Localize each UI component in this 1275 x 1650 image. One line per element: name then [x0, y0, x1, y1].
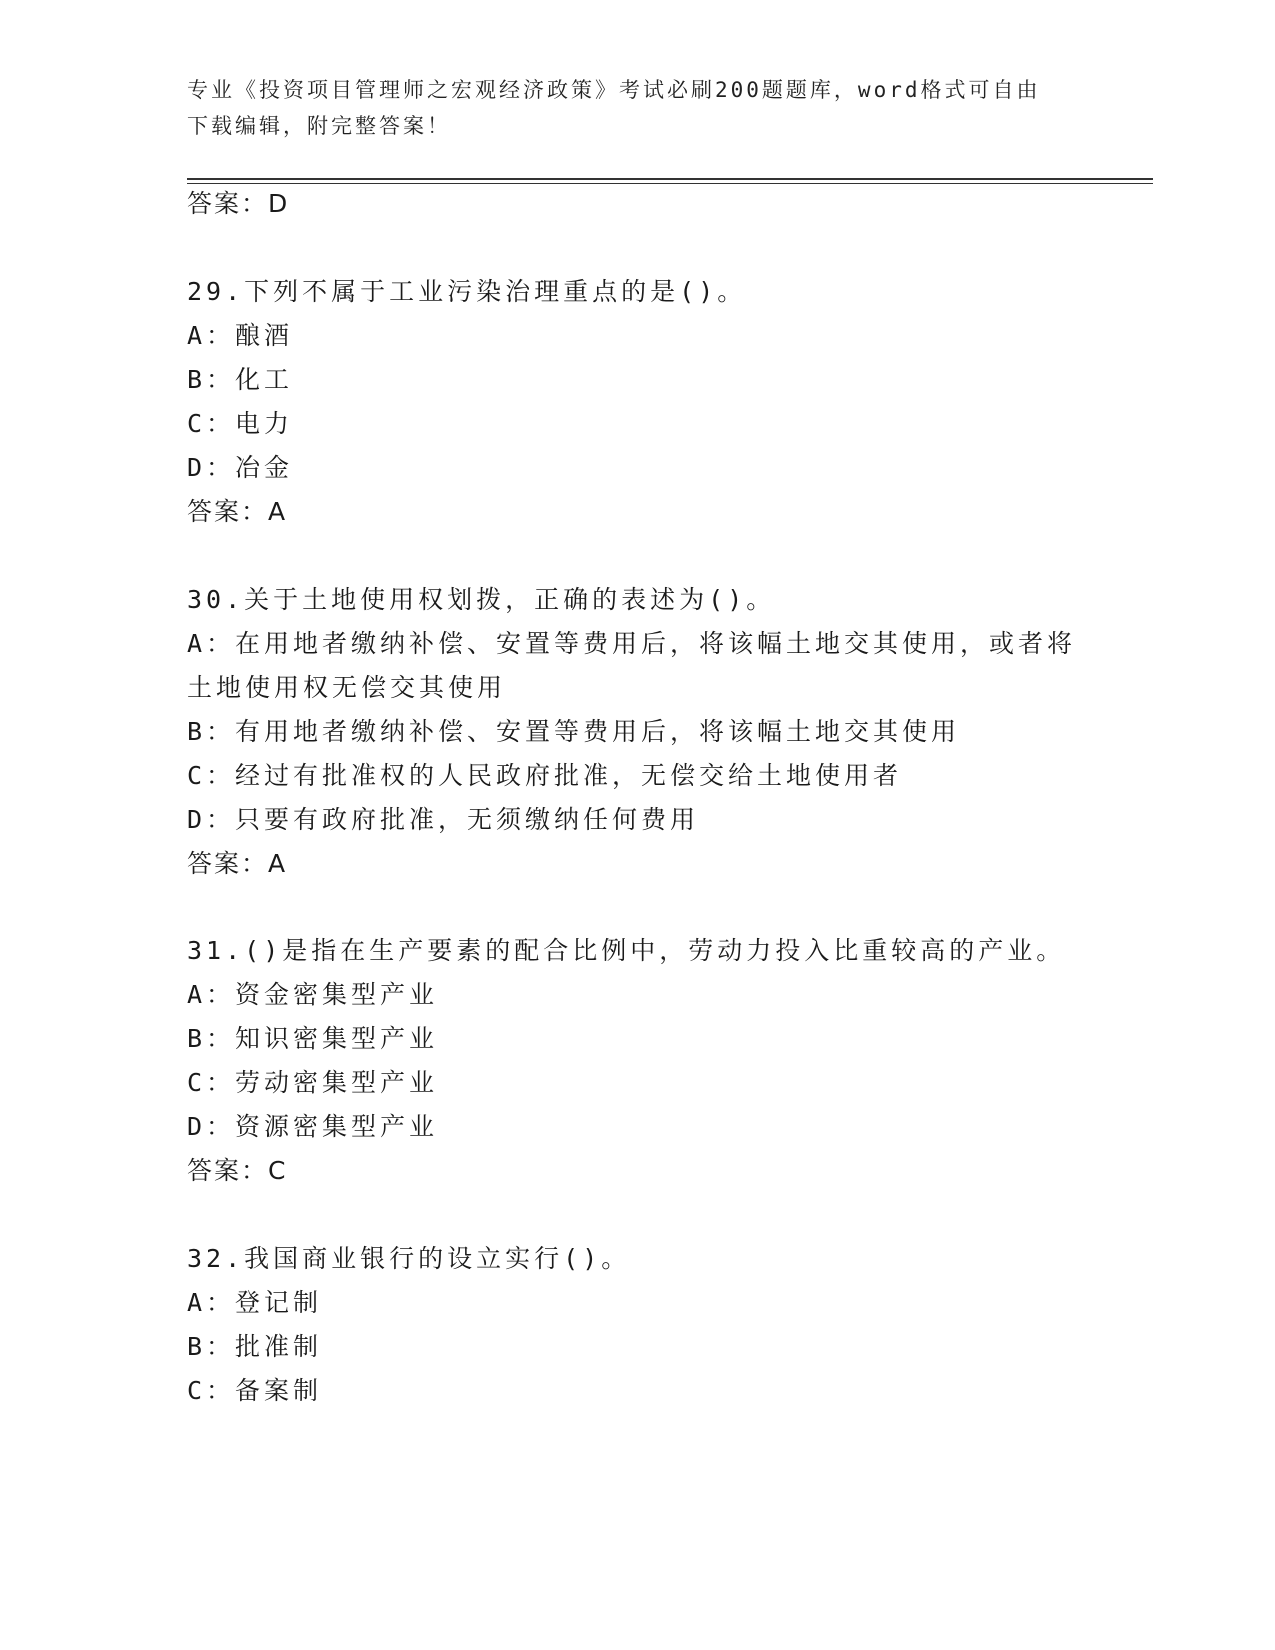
- header-divider-thin: [187, 183, 1153, 184]
- q30-answer: 答案：A: [187, 849, 288, 878]
- q29-option-d: D：冶金: [187, 453, 294, 482]
- q29-option-b: B：化工: [187, 365, 294, 394]
- q31-option-a: A：资金密集型产业: [187, 980, 439, 1009]
- header-line-2: 下载编辑，附完整答案！: [187, 114, 451, 138]
- q31-option-c: C：劳动密集型产业: [187, 1068, 439, 1097]
- question-32: 32.我国商业银行的设立实行()。: [187, 1244, 631, 1273]
- question-29: 29.下列不属于工业污染治理重点的是()。: [187, 277, 747, 306]
- header-line-1: 专业《投资项目管理师之宏观经济政策》考试必刷200题题库，word格式可自由: [187, 78, 1041, 102]
- q31-option-d: D：资源密集型产业: [187, 1112, 439, 1141]
- q32-option-c: C：备案制: [187, 1376, 323, 1405]
- q30-option-b: B：有用地者缴纳补偿、安置等费用后，将该幅土地交其使用: [187, 717, 961, 746]
- question-30: 30.关于土地使用权划拨，正确的表述为()。: [187, 585, 776, 614]
- q32-option-a: A：登记制: [187, 1288, 323, 1317]
- q31-option-b: B：知识密集型产业: [187, 1024, 439, 1053]
- q30-option-a-line-2: 土地使用权无偿交其使用: [187, 673, 507, 702]
- document-header: [187, 72, 1087, 144]
- q30-option-c: C：经过有批准权的人民政府批准，无偿交给土地使用者: [187, 761, 903, 790]
- question-31: 31.()是指在生产要素的配合比例中，劳动力投入比重较高的产业。: [187, 936, 1066, 965]
- q29-option-c: C：电力: [187, 409, 294, 438]
- q30-option-a-line-1: A：在用地者缴纳补偿、安置等费用后，将该幅土地交其使用，或者将: [187, 629, 1077, 658]
- q30-option-d: D：只要有政府批准，无须缴纳任何费用: [187, 805, 700, 834]
- q29-option-a: A：酿酒: [187, 321, 294, 350]
- answer-previous: 答案：D: [187, 189, 290, 218]
- q29-answer: 答案：A: [187, 497, 288, 526]
- q32-option-b: B：批准制: [187, 1332, 323, 1361]
- header-divider-thick: [187, 178, 1153, 180]
- q31-answer: 答案：C: [187, 1156, 288, 1185]
